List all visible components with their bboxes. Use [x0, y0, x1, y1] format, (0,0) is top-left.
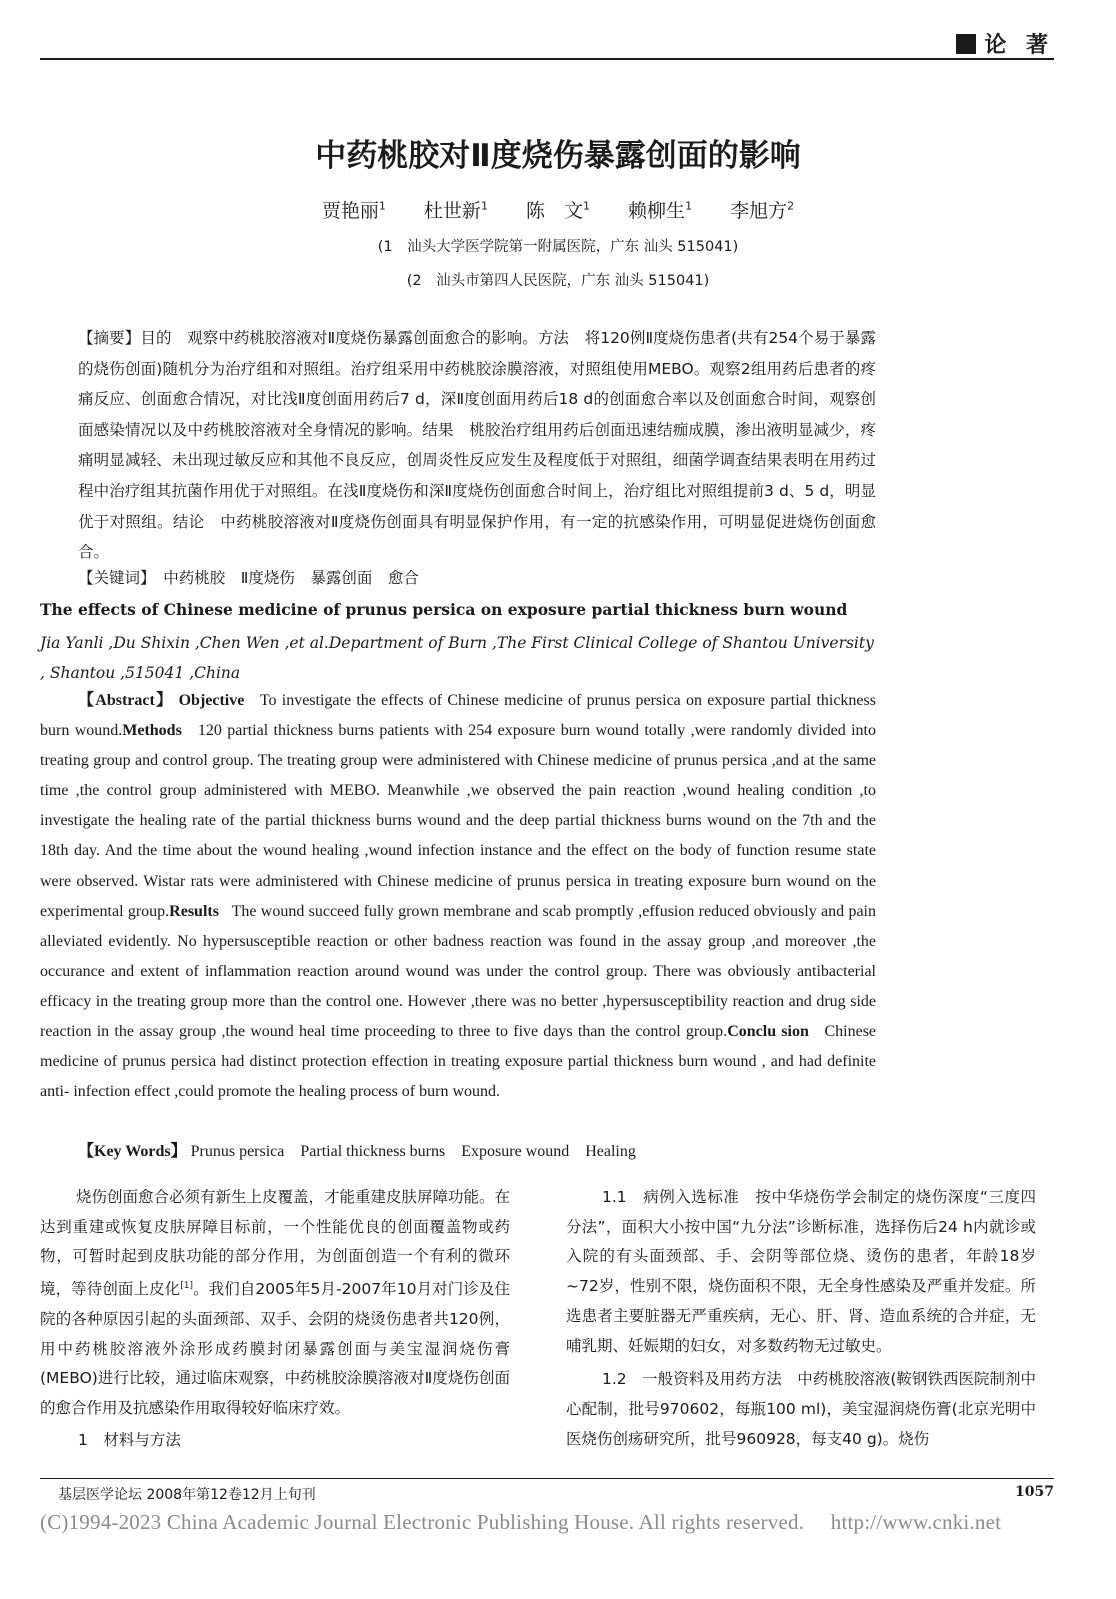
article-title: 中药桃胶对Ⅱ度烧伤暴露创面的影响 [315, 138, 801, 174]
author: 赖柳生$^1$ [628, 199, 693, 222]
header-rule [40, 58, 1054, 60]
affiliation-1: (1 汕头大学医学院第一附属医院，广东 汕头 515041) [377, 239, 739, 255]
methods-text: 120 partial thickness burns patients with 254 exposure burn wound totally ,were randomly divided into treating group and control group. The treating group were administered with Chinese medicine of prunus persica ,and at the same time ,the control group administered with MEBO. Meanwhile ,we observed the pain reaction ,wound healing condition ,to investigate the healing rate of the partial thickness burns wound and the deep partial thickness burns wound on the 7th and the 18th day. And the time about the wound healing ,wound infection instance and the effect on the body of function resume state were observed. Wistar rats were administered with Chinese medicine of prunus persica in treating exposure burn wound on the experimental group. [40, 722, 876, 920]
abstract-cn-text: 【摘要】目的 观察中药桃胶溶液对Ⅱ度烧伤暴露创面愈合的影响。方法 将120例Ⅱ度烧伤患者(共有254个易于暴露的烧伤创面)随机分为治疗组和对照组。治疗组采用中药桃胶涂膜溶液，对照组使用MEBO。观察2组用药后患者的疼痛反应、创面愈合情况，对比浅Ⅱ度创面用药后7 d，深Ⅱ度创面用药后18 d的创面愈合率以及创面愈合时间，观察创面感染情况以及中药桃胶溶液对全身情况的影响。结果 桃胶治疗组用药后创面迅速结痂成膜，渗出液明显减少，疼痛明显减轻、未出现过敏反应和其他不良反应，创周炎性反应发生及程度低于对照组，细菌学调查结果表明在用药过程中治疗组其抗菌作用优于对照组。在浅Ⅱ度烧伤和深Ⅱ度烧伤创面愈合时间上，治疗组比对照组提前3 d、5 d，明显优于对照组。结论 中药桃胶溶液对Ⅱ度烧伤创面具有明显保护作用，有一定的抗感染作用，可明显促进烧伤创面愈合。 [78, 329, 876, 562]
journal-info: 基层医学论坛 2008年第12卷12月上旬刊 [58, 1487, 316, 1503]
section-square-icon [956, 34, 976, 54]
author: 杜世新$^1$ [423, 199, 488, 222]
english-title: The effects of Chinese medicine of prunus persica on exposure partial thickness burn wound [40, 600, 848, 619]
objective-label: Objective [178, 692, 245, 709]
keywords-en [78, 1138, 636, 1161]
conclusion-label: Conclu sion [727, 1023, 809, 1041]
keywords-cn: 【关键词】 中药桃胶 Ⅱ度烧伤 暴露创面 愈合 [78, 569, 419, 587]
body-column-right [566, 1183, 1036, 1454]
keywords-en-text: Prunus persica Partial thickness burns Exposure wound Healing [190, 1143, 636, 1160]
paragraph-1-1: 1.1 病例入选标准 按中华烧伤学会制定的烧伤深度“三度四分法”，面积大小按中国“九分法”诊断标准，选择伤后24 h内就诊或入院的有头面颈部、手、会阴等部位烧、烫伤的患者，年龄18岁~72岁，性别不限，烧伤面积不限，无全身性感染及严重并发症。所选患者主要脏器无严重疾病，无心、肝、肾、造血系统的合并症，无哺乳期、妊娠期的妇女，对多数药物无过敏史。 [566, 1188, 1036, 1355]
abstract-cn [78, 323, 876, 568]
results-label: Results [169, 902, 219, 920]
paragraph-1-2: 1.2 一般资料及用药方法 中药桃胶溶液(鞍钢铁西医院制剂中心配制，批号970602，每瓶100 ml)，美宝湿润烧伤膏(北京光明中医烧伤创疡研究所，批号960928，每支40 g)。烧伤 [566, 1370, 1036, 1448]
abstract-en [40, 686, 876, 1107]
footer-rule [40, 1478, 1054, 1479]
affiliation-2: (2 汕头市第四人民医院，广东 汕头 515041) [406, 273, 710, 289]
page-number: 1057 [1015, 1484, 1054, 1500]
results-text: The wound succeed fully grown membrane and scab promptly ,effusion reduced obviously and pain alleviated evidently. No hypersusceptible reaction or other badness reaction was found in the assay group ,and moreover ,the occurance and extent of inflammation reaction around wound was under the control group. There was obviously antibacterial efficacy in the treating group more than the control one. However ,there was no better ,hypersusceptibility reaction and drug side reaction in the assay group ,the wound heal time proceeding to three to five days than the control group. [40, 902, 877, 1041]
body-column-left [40, 1183, 510, 1455]
section-heading-1: 1 材料与方法 [78, 1430, 181, 1449]
intro-paragraph: 烧伤创面愈合必须有新生上皮覆盖，才能重建皮肤屏障功能。在达到重建或恢复皮肤屏障目标前，一个性能优良的创面覆盖物或药物，可暂时起到皮肤功能的部分作用，为创面创造一个有利的微环境，等待创面上皮化[1]。我们自2005年5月-2007年10月对门诊及住院的各种原因引起的头面颈部、双手、会阴的烧烫伤患者共120例，用中药桃胶溶液外涂形成药膜封闭暴露创面与美宝湿润烧伤膏(MEBO)进行比较，通过临床观察，中药桃胶涂膜溶液对Ⅱ度烧伤创面的愈合作用及抗感染作用取得较好临床疗效。 [40, 1188, 511, 1418]
objective-text: To investigate the effects of Chinese medicine of prunus persica on exposure partial thickness burn wound. [40, 692, 876, 740]
author: 贾艳丽$^1$ [321, 199, 386, 222]
author: 李旭方$^2$ [730, 199, 795, 222]
keywords-en-label: 【Key Words】 [78, 1143, 187, 1160]
english-authors: Jia Yanli ,Du Shixin ,Chen Wen ,et al.Department of Burn ,The First Clinical College of Shantou University , Shantou ,515041 ,China [40, 634, 874, 682]
author: 陈 文$^1$ [525, 199, 590, 222]
author-list [0, 196, 1116, 223]
abstract-en-label: 【Abstract】 [78, 692, 174, 709]
conclusion-text: Chinese medicine of prunus persica had distinct protection effection in treating exposure partial thickness burn wound , and had definite anti- infection effect ,could promote the healing process of burn wound. [40, 1023, 877, 1101]
section-label: 论 著 [984, 33, 1054, 58]
methods-label: Methods [122, 722, 182, 740]
section-tag [956, 28, 1054, 59]
citation-ref[interactable]: [1] [180, 1281, 193, 1292]
copyright-notice: (C)1994-2023 China Academic Journal Electronic Publishing House. All rights reserved. http://www.cnki.net [40, 1510, 1002, 1534]
